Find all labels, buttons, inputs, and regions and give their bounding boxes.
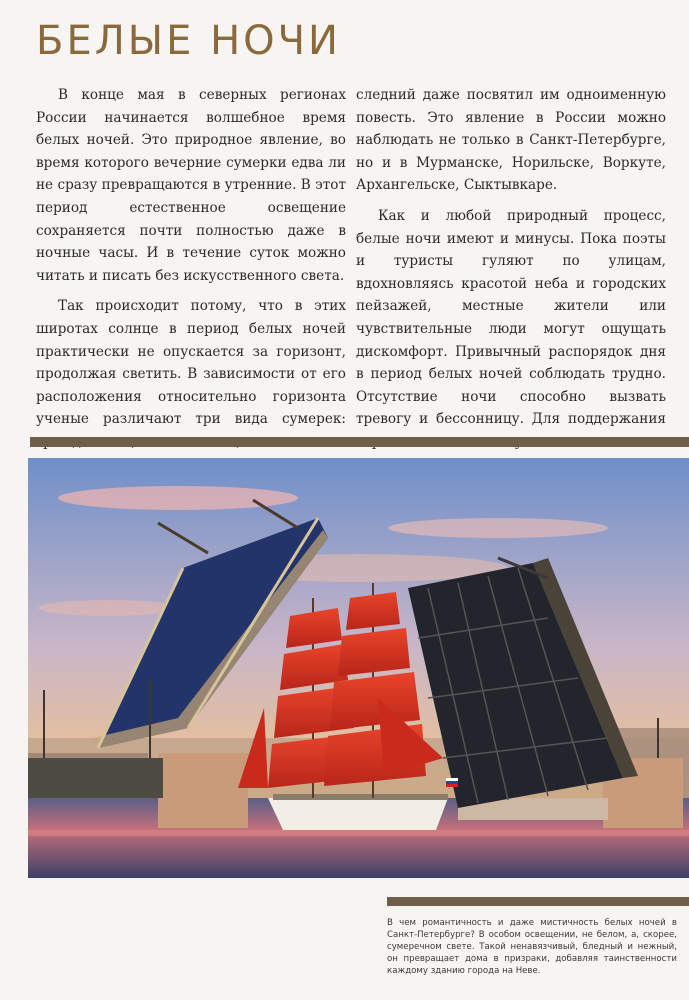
divider-bar-bottom [387, 897, 689, 906]
page-title: БЕЛЫЕ НОЧИ [36, 18, 341, 64]
paragraph: В конце мая в северных регионах России начинается волшебное время белых ночей. Это природное явление, во время которого вечерние сумерки едва ли не сразу превращаются в утренние. В этот период естественное освещение сохраняется почти полностью даже в ночные часы. И в течение суток можно читать и писать без искусственного света. [36, 87, 346, 284]
paragraph: следний даже посвятил им одноименную повесть. Это явление в России можно наблюдать не только в Санкт-Петербурге, но и в Мурманске, Норильске, Воркуте, Архангельске, Сыктывкаре. [356, 87, 666, 194]
photo-drawbridges-scarlet-sails [28, 458, 689, 878]
paragraph: Так происходит потому, что в этих широтах солнце в период белых ночей практически не опускается за горизонт, продолжая светить. В зависимости от его расположения относительно горизонта ученые различают три вида сумерек: [36, 298, 346, 428]
divider-bar-top [30, 437, 689, 447]
paragraph: Как и любой природный процесс, белые ночи имеют и минусы. Пока поэты и туристы гуляют по улицам, вдохновляясь красотой неба и городских пейзажей, местные жители или чувствительные люди могут ощущать дискомфорт. Привычный распорядок дня в период белых ночей соблюдать трудно. Отсутствие ночи способно вызвать тревогу и бессонницу. Для поддержания [356, 207, 666, 428]
photo-caption: В чем романтичность и даже мистичность белых ночей в Санкт-Петербурге? В особом освещении, не белом, а, скорее, сумеречном свете. Такой ненавязчивый, бледный и нежный, он превращает дома в призраки, добавляя таинственности каждому зданию города на Неве. [387, 918, 677, 976]
